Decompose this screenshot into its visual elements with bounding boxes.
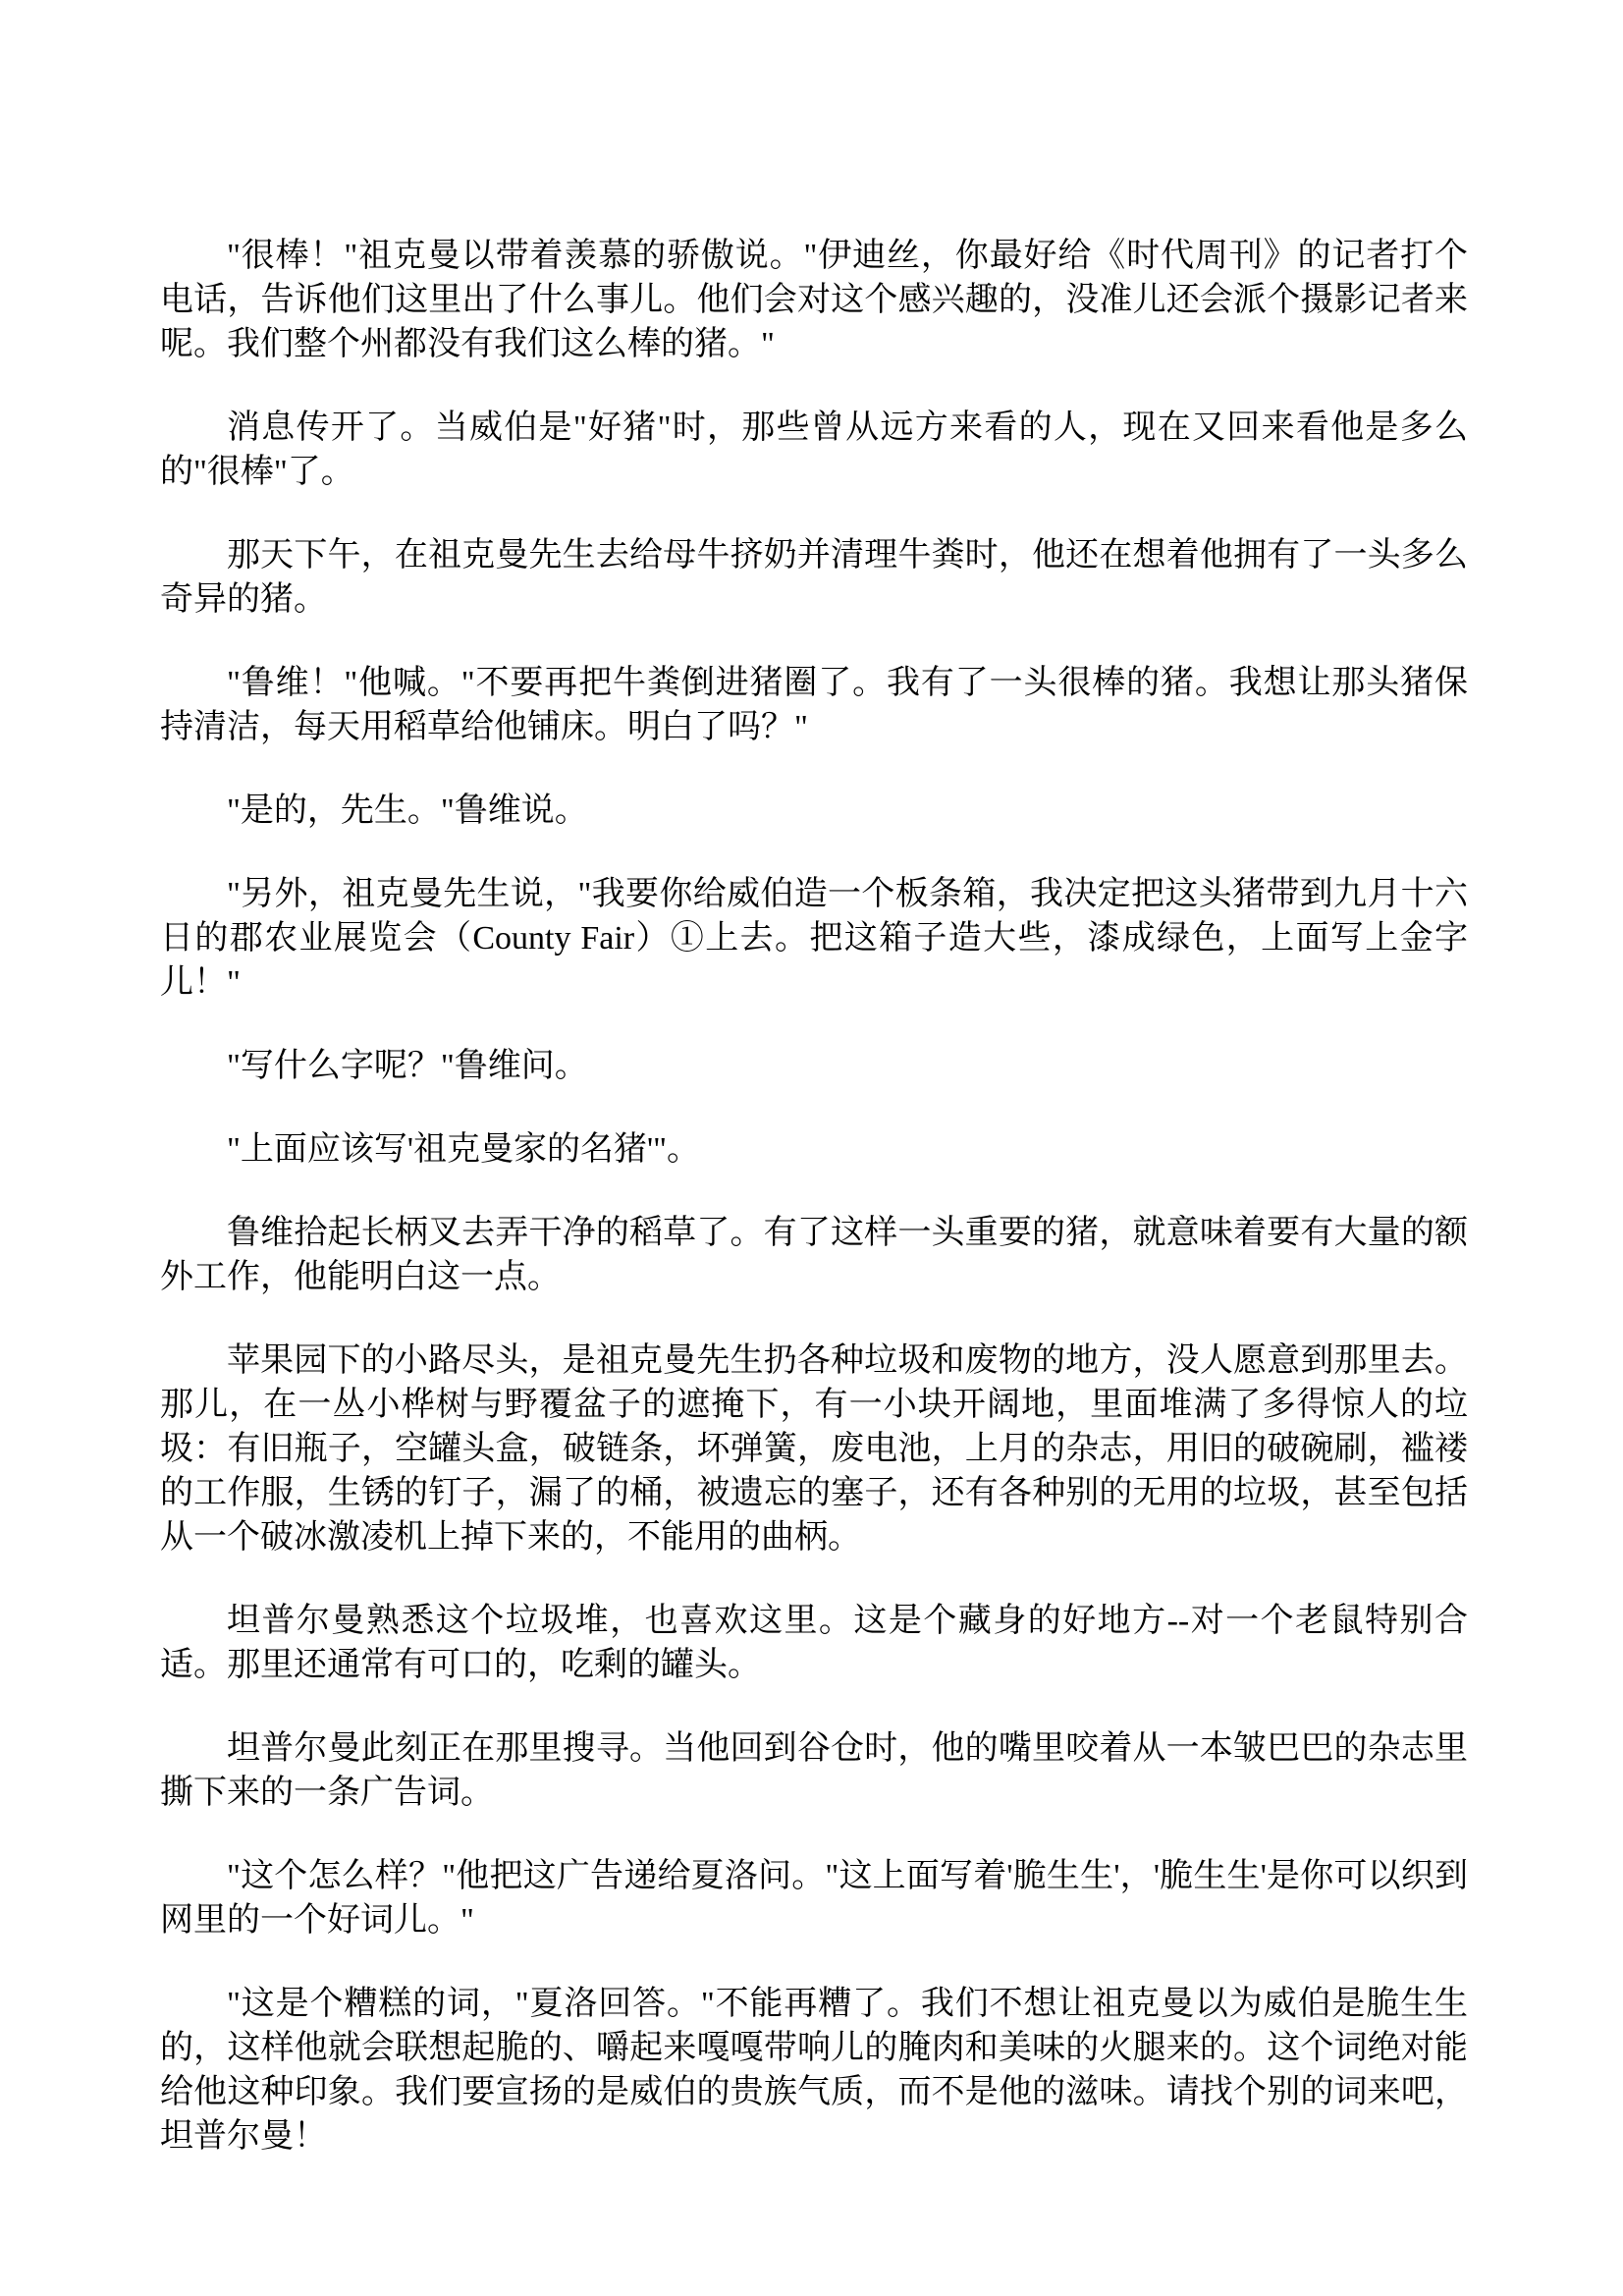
paragraph: 鲁维拾起长柄叉去弄干净的稻草了。有了这样一头重要的猪，就意味着要有大量的额外工作，他能明白这一点。 xyxy=(160,1215,1468,1295)
paragraph: "很棒！"祖克曼以带着羡慕的骄傲说。"伊迪丝，你最好给《时代周刊》的记者打个电话，告诉他们这里出了什么事儿。他们会对这个感兴趣的，没准儿还会派个摄影记者来呢。我们整个州都没有我们这么棒的猪。" xyxy=(160,238,1468,362)
paragraph: 坦普尔曼熟悉这个垃圾堆，也喜欢这里。这是个藏身的好地方--对一个老鼠特别合适。那里还通常有可口的，吃剩的罐头。 xyxy=(160,1603,1468,1683)
paragraph: "鲁维！"他喊。"不要再把牛粪倒进猪圈了。我有了一头很棒的猪。我想让那头猪保持清洁，每天用稻草给他铺床。明白了吗？" xyxy=(160,665,1468,745)
paragraph: "是的，先生。"鲁维说。 xyxy=(227,793,588,829)
paragraph: 苹果园下的小路尽头，是祖克曼先生扔各种垃圾和废物的地方，没人愿意到那里去。那儿，在一丛小桦树与野覆盆子的遮掩下，有一小块开阔地，里面堆满了多得惊人的垃圾：有旧瓶子，空罐头盒，破链条，坏弹簧，废电池，上月的杂志，用旧的破碗刷，褴褛的工作服，生锈的钉子，漏了的桶，被遗忘的塞子，还有各种别的无用的垃圾，甚至包括从一个破冰激凌机上掉下来的，不能用的曲柄。 xyxy=(160,1342,1468,1556)
text-body xyxy=(160,234,1468,2198)
paragraph: "这个怎么样？"他把这广告递给夏洛问。"这上面写着'脆生生'，'脆生生'是你可以织到网里的一个好词儿。" xyxy=(160,1858,1468,1939)
paragraph: 那天下午，在祖克曼先生去给母牛挤奶并清理牛粪时，他还在想着他拥有了一头多么奇异的猪。 xyxy=(160,537,1468,618)
paragraph: "这是个糟糕的词，"夏洛回答。"不能再糟了。我们不想让祖克曼以为威伯是脆生生的，这样他就会联想起脆的、嚼起来嘎嘎带响儿的腌肉和美味的火腿来的。这个词绝对能给他这种印象。我们要宣扬的是威伯的贵族气质，而不是他的滋味。请找个别的词来吧，坦普尔曼！ xyxy=(160,1986,1468,2155)
paragraph: 坦普尔曼此刻正在那里搜寻。当他回到谷仓时，他的嘴里咬着从一本皱巴巴的杂志里撕下来的一条广告词。 xyxy=(160,1730,1468,1811)
paragraph: "另外，祖克曼先生说，"我要你给威伯造一个板条箱，我决定把这头猪带到九月十六日的郡农业展览会（County Fair）①上去。把这箱子造大些，漆成绿色，上面写上金字儿！" xyxy=(160,876,1468,1001)
paragraph: 消息传开了。当威伯是"好猪"时，那些曾从远方来看的人，现在又回来看他是多么的"很棒"了。 xyxy=(160,410,1468,490)
paragraph: "写什么字呢？"鲁维问。 xyxy=(227,1048,588,1084)
paragraph: "上面应该写'祖克曼家的名猪'"。 xyxy=(227,1131,701,1168)
